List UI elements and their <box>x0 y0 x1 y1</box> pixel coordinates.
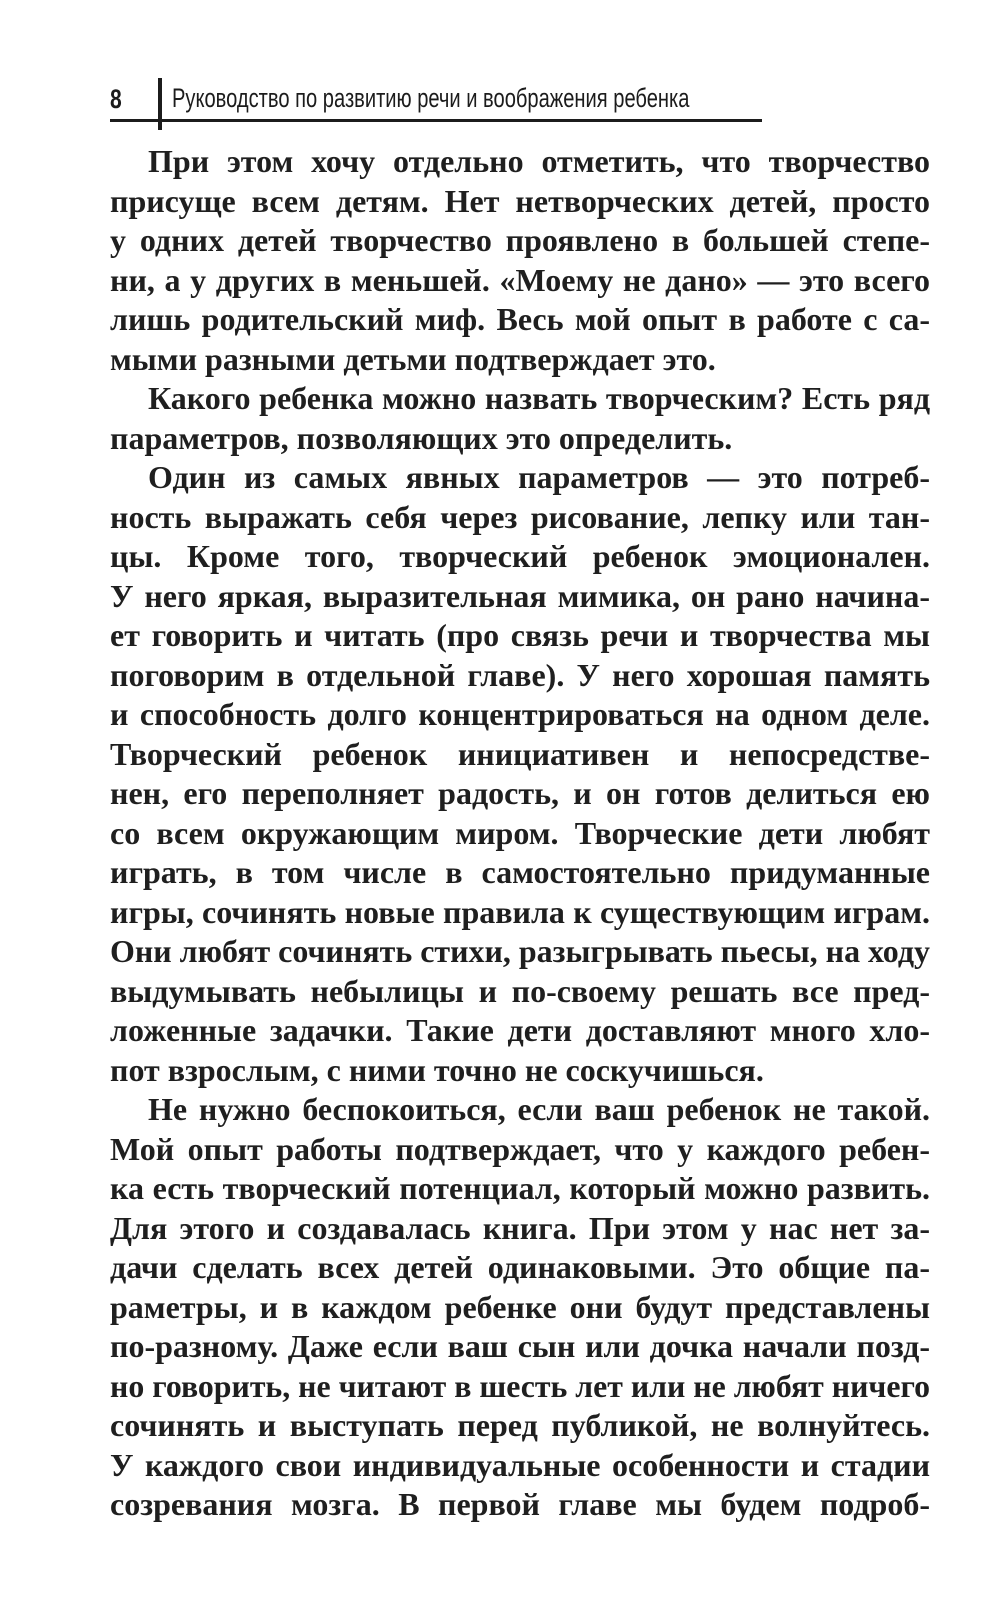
text-line: Один из самых явных параметров — это потреб- <box>148 459 930 495</box>
text-line: У него яркая, выразительная мимика, он рано начина- <box>110 577 930 614</box>
text-line: игры, сочинять новые правила к существующим играм. <box>110 893 930 930</box>
running-head <box>110 78 930 128</box>
text-line: ка есть творческий потенциал, который можно развить. <box>110 1170 930 1206</box>
text-line: ность выражать себя через рисование, лепку или тан- <box>110 498 930 535</box>
text-line: поговорим в отдельной главе). У него хорошая память <box>110 656 930 693</box>
text-line: Не нужно беспокоиться, если ваш ребенок не такой. <box>148 1091 930 1127</box>
running-head-divider <box>158 78 162 130</box>
text-line: раметры, и в каждом ребенке они будут представлены <box>110 1288 930 1325</box>
paragraph <box>110 458 930 1090</box>
text-line: играть, в том числе в самостоятельно придуманные <box>110 854 930 890</box>
text-line: и способность долго концентрироваться на одном деле. <box>110 696 930 732</box>
text-line: созревания мозга. В первой главе мы будем подроб- <box>110 1486 930 1522</box>
page-number: 8 <box>110 84 122 114</box>
paragraph <box>110 379 930 458</box>
text-line: ни, а у других в меньшей. «Моему не дано» — это всего <box>110 261 930 298</box>
text-line: пот взрослым, с ними точно не соскучишься. <box>110 1051 764 1088</box>
text-line: со всем окружающим миром. Творческие дети любят <box>110 814 930 851</box>
running-head-rule <box>110 119 762 122</box>
text-line: параметров, позволяющих это определить. <box>110 419 733 456</box>
text-line: ложенные задачки. Такие дети доставляют много хло- <box>110 1012 930 1048</box>
text-line: сочинять и выступать перед публикой, не волнуйтесь. <box>110 1407 930 1443</box>
text-line: но говорить, не читают в шесть лет или не любят ничего <box>110 1368 930 1404</box>
text-line: При этом хочу отдельно отметить, что творчество <box>148 143 930 179</box>
text-line: лишь родительский миф. Весь мой опыт в работе с са- <box>110 301 930 337</box>
text-line: присуще всем детям. Нет нетворческих детей, просто <box>110 182 930 219</box>
text-line: ет говорить и читать (про связь речи и творчества мы <box>110 617 930 653</box>
running-head-title: Руководство по развитию речи и воображения ребенка <box>172 83 690 113</box>
text-line: Творческий ребенок инициативен и непосредстве- <box>110 735 930 772</box>
text-line: цы. Кроме того, творческий ребенок эмоционален. <box>110 538 930 574</box>
text-line: по-разному. Даже если ваш сын или дочка начали позд- <box>110 1328 930 1364</box>
text-line: Какого ребенка можно назвать творческим? Есть ряд <box>148 380 930 416</box>
text-line: Для этого и создавалась книга. При этом у нас нет за- <box>110 1209 930 1246</box>
text-line: мыми разными детьми подтверждает это. <box>110 340 716 377</box>
paragraph <box>110 142 930 379</box>
paragraph <box>110 1090 930 1525</box>
text-line: Мой опыт работы подтверждает, что у каждого ребен- <box>110 1130 930 1167</box>
body-text <box>110 142 930 1525</box>
text-line: выдумывать небылицы и по-своему решать все пред- <box>110 972 930 1009</box>
text-line: дачи сделать всех детей одинаковыми. Это общие па- <box>110 1249 930 1285</box>
text-line: у одних детей творчество проявлено в большей степе- <box>110 222 930 258</box>
text-line: нен, его переполняет радость, и он готов делиться ею <box>110 775 930 811</box>
text-line: У каждого свои индивидуальные особенности и стадии <box>110 1446 930 1483</box>
text-line: Они любят сочинять стихи, разыгрывать пьесы, на ходу <box>110 934 930 969</box>
